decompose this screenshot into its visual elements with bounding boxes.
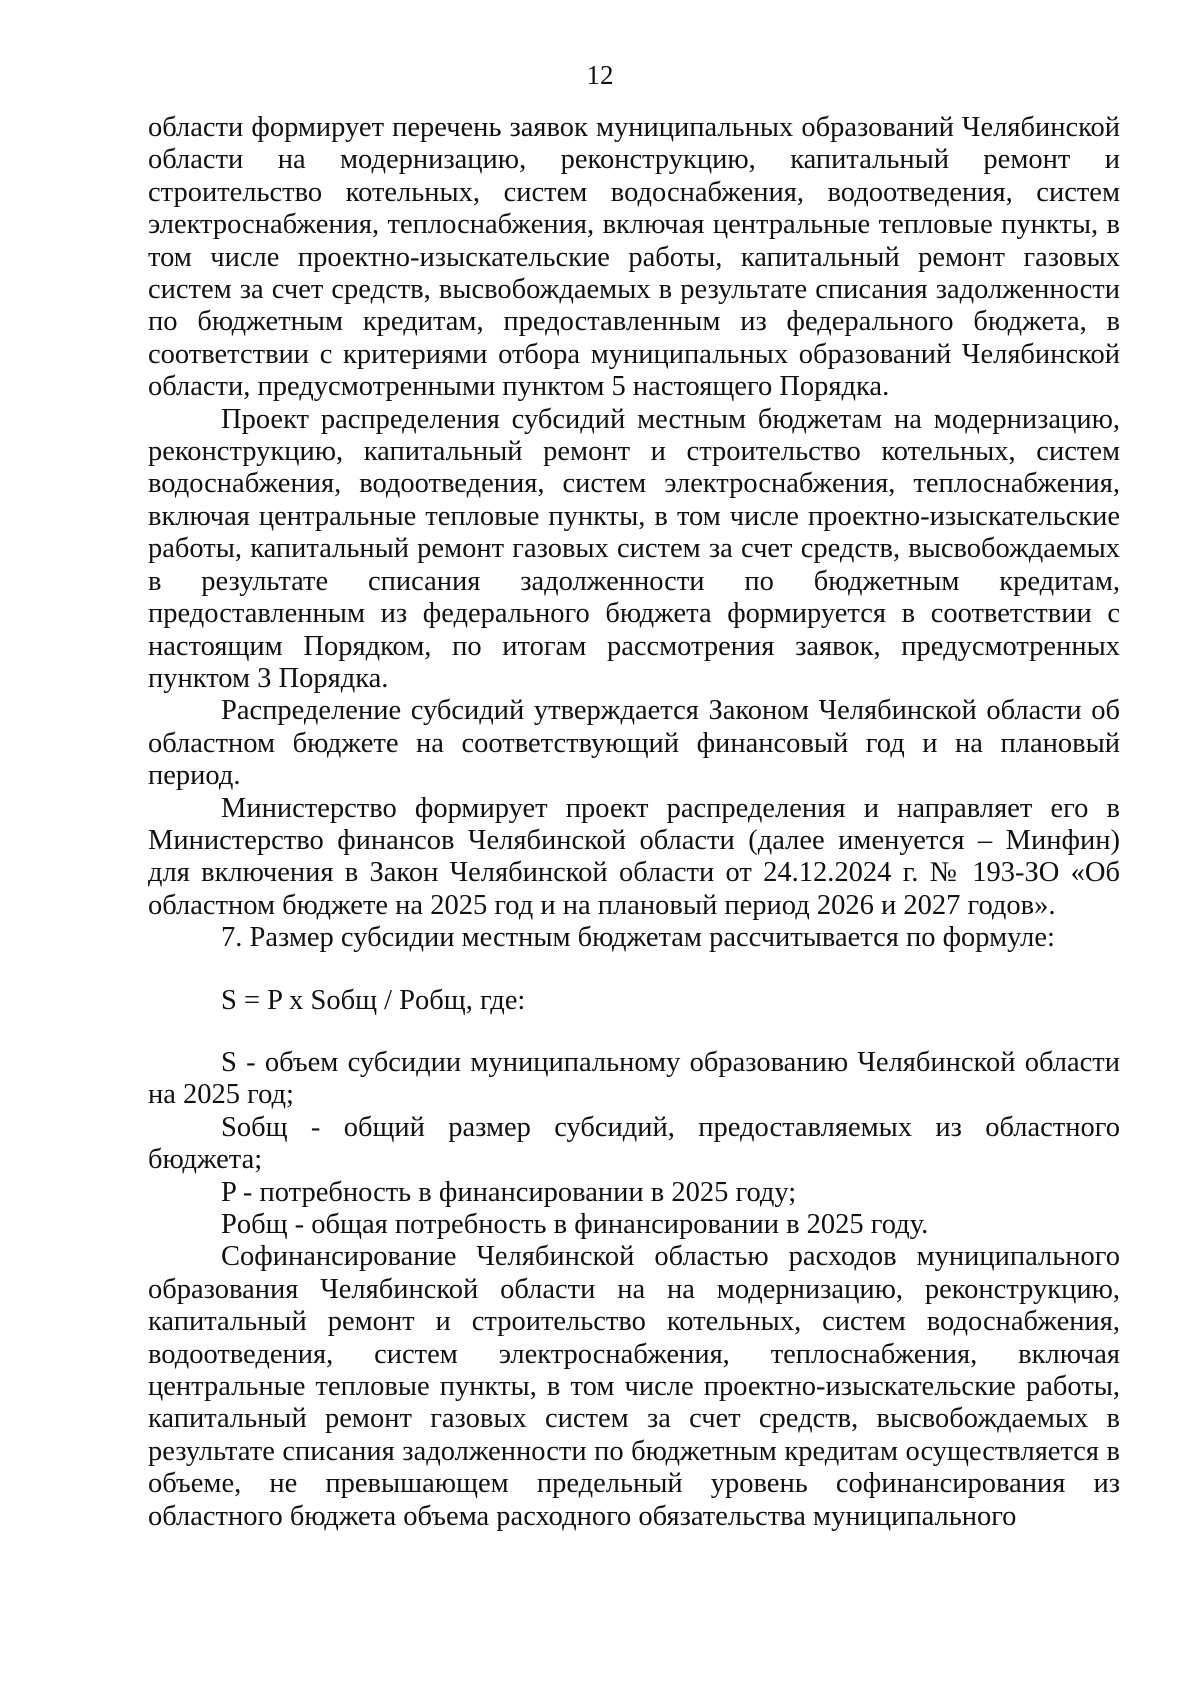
paragraph-ministry: Министерство формирует проект распределения и направляет его в Министерство финансов Челябинской области (далее именуется – Минфин) для включения в Закон Челябинской области от 24.12.2024 г. № 193-ЗО «Об областном бюджете на 2025 год и на плановый период 2026 и 2027 годов». [148, 792, 1120, 921]
paragraph-cofinancing: Софинансирование Челябинской областью расходов муниципального образования Челябинской области на на модернизацию, реконструкцию, капитальный ремонт и строительство котельных, систем водоснабжения, водоотведения, систем электроснабжения, теплоснабжения, включая центральные тепловые пункты, в том числе проектно-изыскательские работы, капитальный ремонт газовых систем за счет средств, высвобождаемых в результате списания задолженности по бюджетным кредитам осуществляется в объеме, не превышающем предельный уровень софинансирования из областного бюджета объема расходного обязательства муниципального [148, 1241, 1120, 1532]
paragraph-approval: Распределение субсидий утверждается Законом Челябинской области об областном бюджете на соответствующий финансовый год и на плановый период. [148, 695, 1120, 792]
definition-s: S - объем субсидии муниципальному образованию Челябинской области на 2025 год; [148, 1046, 1120, 1111]
paragraph-continuation: области формирует перечень заявок муниципальных образований Челябинской области на модернизацию, реконструкцию, капитальный ремонт и строительство котельных, систем водоснабжения, водоотведения, систем электроснабжения, теплоснабжения, включая центральные тепловые пункты, в том числе проектно-изыскательские работы, капитальный ремонт газовых систем за счет средств, высвобождаемых в результате списания задолженности по бюджетным кредитам, предоставленным из федерального бюджета, в соответствии с критериями отбора муниципальных образований Челябинской области, предусмотренными пунктом 5 настоящего Порядка. [148, 112, 1120, 403]
definition-s-total: Sобщ - общий размер субсидий, предоставляемых из областного бюджета; [148, 1111, 1120, 1176]
formula: S = P x Sобщ / Pобщ, где: [221, 984, 526, 1016]
page-number: 12 [586, 60, 614, 90]
paragraph-draft-distribution: Проект распределения субсидий местным бюджетам на модернизацию, реконструкцию, капитальный ремонт и строительство котельных, систем водоснабжения, водоотведения, систем электроснабжения, теплоснабжения, включая центральные тепловые пункты, в том числе проектно-изыскательские работы, капитальный ремонт газовых систем за счет средств, высвобождаемых в результате списания задолженности по бюджетным кредитам, предоставленным из федерального бюджета формируется в соответствии с настоящим Порядком, по итогам рассмотрения заявок, предусмотренных пунктом 3 Порядка. [148, 403, 1120, 694]
definition-p-total: Pобщ - общая потребность в финансировании в 2025 году. [221, 1209, 929, 1240]
definition-p: P - потребность в финансировании в 2025 году; [221, 1176, 797, 1208]
paragraph-formula-intro: 7. Размер субсидии местным бюджетам рассчитывается по формуле: [221, 922, 1055, 954]
document-body [148, 112, 1120, 1533]
